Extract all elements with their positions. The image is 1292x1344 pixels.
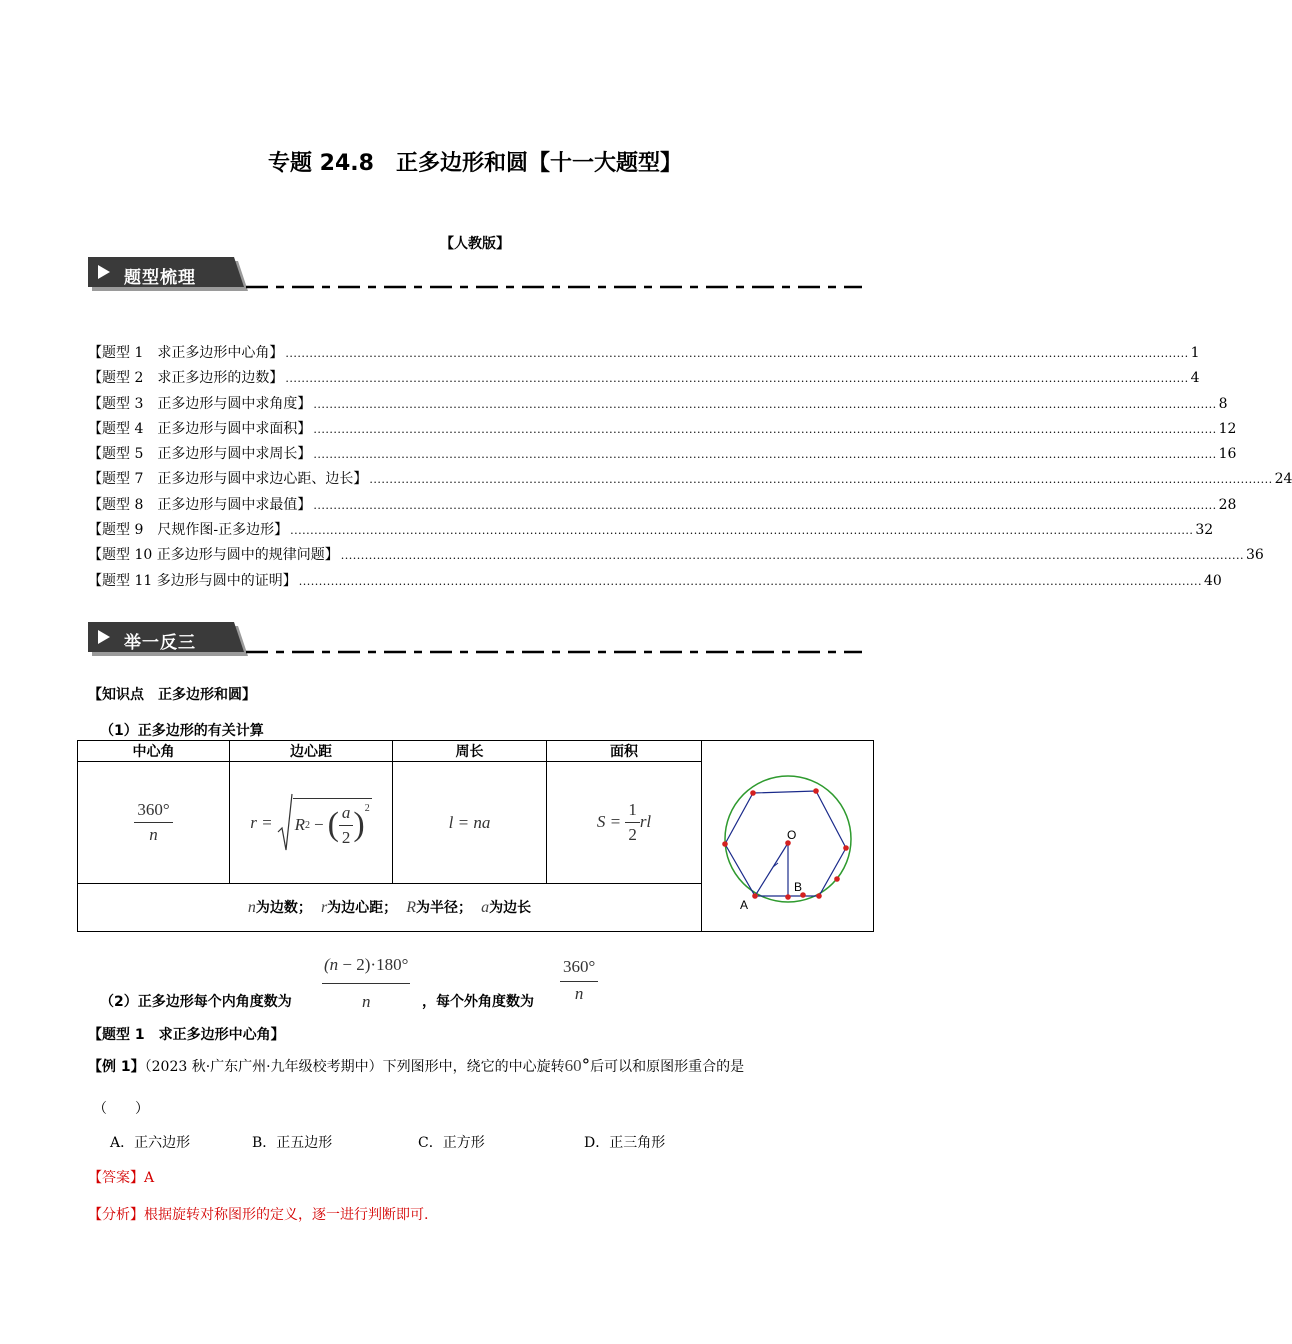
type1-title: 【题型 1 求正多边形中心角】 xyxy=(88,1027,285,1043)
edition-label: 【人教版】 xyxy=(440,236,510,252)
exterior-angle-label: ，每个外角度数为 xyxy=(422,994,534,1010)
option-a[interactable]: A．正六边形 xyxy=(110,1135,191,1151)
section-banner-practice xyxy=(88,622,248,656)
toc-item[interactable]: 【题型 11 多边形与圆中的证明】 .................................................................................................................................................................................................................................. 40 xyxy=(88,572,1222,589)
header-central-angle: 中心角 xyxy=(78,741,230,762)
toc-item[interactable]: 【题型 7 正多边形与圆中求边心距、边长】 .................................................................................................................................................................................................................................. 24 xyxy=(88,471,1292,488)
example-paren: （ ） xyxy=(93,1101,149,1117)
dash-divider xyxy=(246,650,862,654)
calc-heading: （1）正多边形的有关计算 xyxy=(100,723,264,739)
label-a: A xyxy=(739,898,748,912)
answer: 【答案】A xyxy=(88,1170,155,1186)
toc-item[interactable]: 【题型 3 正多边形与圆中求角度】 .................................................................................................................................................................................................................................. 8 xyxy=(88,395,1228,412)
banner-label: 题型梳理 xyxy=(124,268,196,288)
figure-cell xyxy=(702,741,874,932)
toc-item[interactable]: 【题型 9 尺规作图-正多边形】 .................................................................................................................................................................................................................................. 32 xyxy=(88,522,1214,539)
interior-angle-label: （2）正多边形每个内角度数为 xyxy=(100,994,292,1010)
header-perimeter: 周长 xyxy=(393,741,547,762)
option-d[interactable]: D．正三角形 xyxy=(584,1135,666,1151)
formula-perimeter: l = na xyxy=(393,762,547,884)
toc-item[interactable]: 【题型 8 正多边形与圆中求最值】 .................................................................................................................................................................................................................................. 28 xyxy=(88,496,1237,513)
knowledge-title: 【知识点 正多边形和圆】 xyxy=(88,687,256,703)
variable-legend: n为边数； r为边心距； R为半径； a为边长 xyxy=(78,883,702,931)
exterior-angle-fraction: $\frac{360^\circ}{n}$ xyxy=(560,957,598,1004)
page-title: 专题 24.8 正多边形和圆【十一大题型】 xyxy=(268,151,682,176)
toc-item[interactable]: 【题型 1 求正多边形中心角】 .................................................................................................................................................................................................................................. 1 xyxy=(88,345,1200,361)
formula-central-angle: $\frac{360^\circ}{n}$ xyxy=(78,762,230,884)
calc-table xyxy=(77,740,874,932)
section-banner-types xyxy=(88,257,248,291)
dash-divider xyxy=(246,285,862,289)
toc-item[interactable]: 【题型 10 正多边形与圆中的规律问题】 .................................................................................................................................................................................................................................. 36 xyxy=(88,547,1264,564)
table-of-contents xyxy=(88,342,1292,595)
interior-angle-fraction: $\frac{(n - 2)\cdot 180^\circ}{n}$ xyxy=(324,955,409,1011)
example-1: 【例 1】（2023 秋·广东广州·九年级校考期中）下列图形中，绕它的中心旋转60°后可以和原图形重合的是 xyxy=(88,1056,745,1076)
toc-item[interactable]: 【题型 5 正多边形与圆中求周长】 .................................................................................................................................................................................................................................. 16 xyxy=(88,446,1237,463)
option-c[interactable]: C．正方形 xyxy=(418,1135,485,1151)
toc-item[interactable]: 【题型 4 正多边形与圆中求面积】 .................................................................................................................................................................................................................................. 12 xyxy=(88,420,1237,437)
hexagon-diagram xyxy=(703,741,873,927)
header-area: 面积 xyxy=(547,741,702,762)
sqrt-icon xyxy=(277,792,293,854)
option-b[interactable]: B．正五边形 xyxy=(252,1135,333,1151)
formula-area: S = $\frac{1}{2}$ rl xyxy=(547,762,702,884)
banner-label: 举一反三 xyxy=(124,633,196,653)
formula-apothem: r = R 2 − ( $\frac{a}{2}$ ) $^2$ xyxy=(230,762,393,884)
label-b: B xyxy=(793,880,802,894)
label-o: O xyxy=(786,828,796,842)
angle-formulas xyxy=(100,955,880,1011)
header-apothem: 边心距 xyxy=(230,741,393,762)
analysis: 【分析】根据旋转对称图形的定义，逐一进行判断即可. xyxy=(88,1207,429,1223)
toc-item[interactable]: 【题型 2 求正多边形的边数】 .................................................................................................................................................................................................................................. 4 xyxy=(88,370,1200,387)
